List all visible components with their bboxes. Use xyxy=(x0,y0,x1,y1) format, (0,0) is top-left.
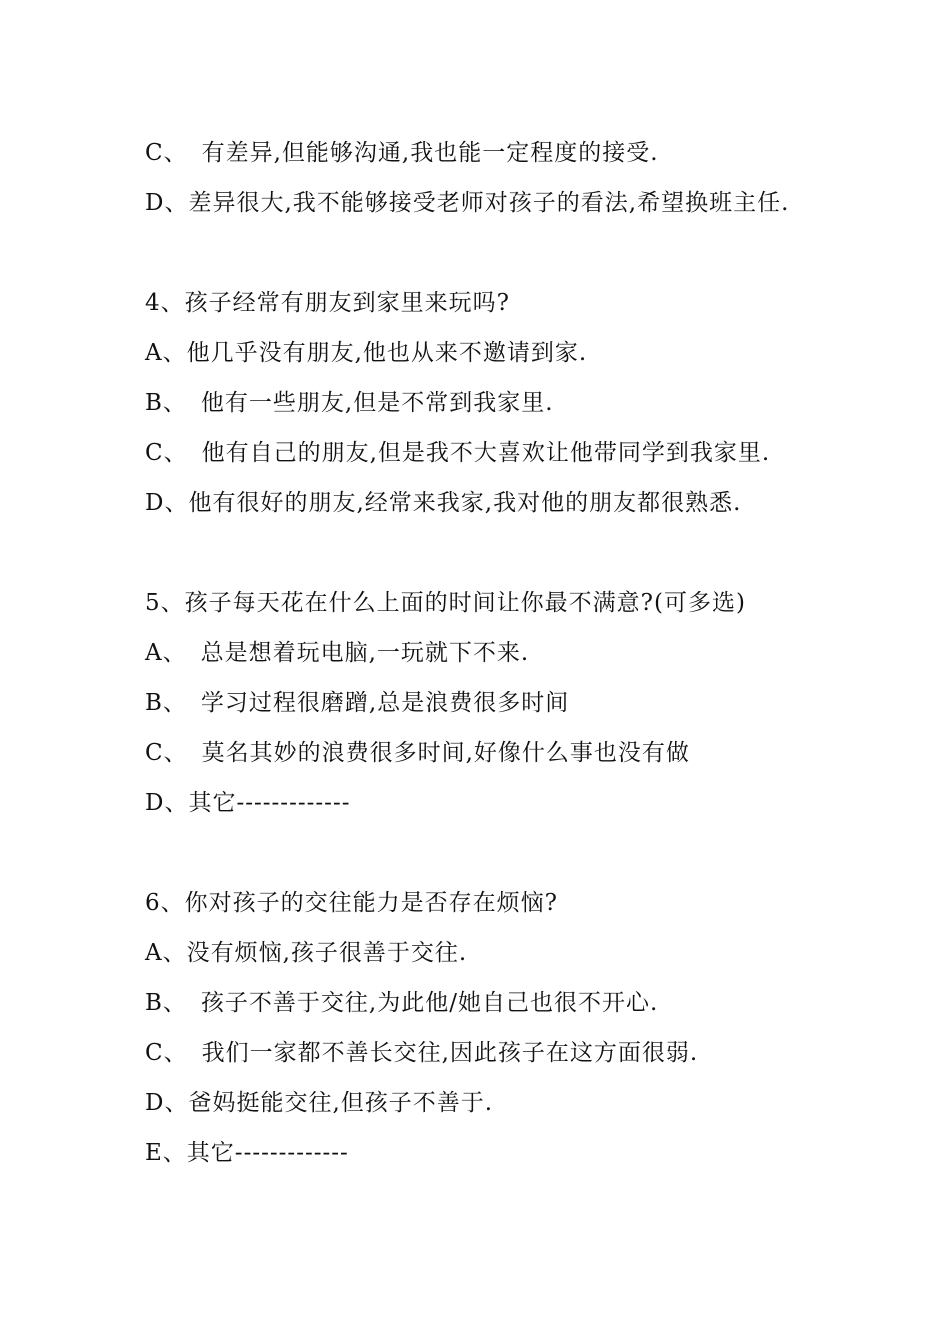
option-text: 差异很大,我不能够接受老师对孩子的看法,希望换班主任. xyxy=(188,190,790,216)
question-5-block xyxy=(145,578,825,828)
option-text: 我们一家都不善长交往,因此孩子在这方面很弱. xyxy=(201,1040,699,1066)
option-text: 他几乎没有朋友,他也从来不邀请到家. xyxy=(186,340,588,366)
option-label: C、 xyxy=(145,1040,188,1066)
option-label: D、 xyxy=(145,490,189,516)
option-text: 其它------------- xyxy=(186,1140,349,1166)
question-3-block xyxy=(145,128,825,228)
option-label: B、 xyxy=(145,390,187,416)
option-4a xyxy=(145,328,825,378)
option-4c xyxy=(145,428,825,478)
option-5b xyxy=(145,678,825,728)
option-6c xyxy=(145,1028,825,1078)
option-text: 有差异,但能够沟通,我也能一定程度的接受. xyxy=(201,140,659,166)
question-5-stem: 5、孩子每天花在什么上面的时间让你最不满意?(可多选) xyxy=(145,590,746,616)
option-5d xyxy=(145,778,825,828)
option-4b xyxy=(145,378,825,428)
option-3d xyxy=(145,178,825,228)
question-6-block xyxy=(145,878,825,1178)
option-text: 学习过程很磨蹭,总是浪费很多时间 xyxy=(200,690,570,716)
option-label: D、 xyxy=(145,190,189,216)
option-label: A、 xyxy=(145,940,187,966)
option-text: 他有很好的朋友,经常来我家,我对他的朋友都很熟悉. xyxy=(188,490,742,516)
option-text: 爸妈挺能交往,但孩子不善于. xyxy=(188,1090,494,1116)
option-text: 莫名其妙的浪费很多时间,好像什么事也没有做 xyxy=(201,740,690,766)
question-4-block xyxy=(145,278,825,528)
option-text: 他有一些朋友,但是不常到我家里. xyxy=(200,390,554,416)
option-label: B、 xyxy=(145,990,187,1016)
option-label: E、 xyxy=(145,1140,187,1166)
option-3c xyxy=(145,128,825,178)
option-label: A、 xyxy=(145,340,187,366)
option-label: C、 xyxy=(145,740,188,766)
option-label: C、 xyxy=(145,140,188,166)
option-label: B、 xyxy=(145,690,187,716)
option-text: 孩子不善于交往,为此他/她自己也很不开心. xyxy=(200,990,659,1016)
document-page xyxy=(145,128,825,1178)
option-5c xyxy=(145,728,825,778)
option-5a xyxy=(145,628,825,678)
option-6d xyxy=(145,1078,825,1128)
option-text: 总是想着玩电脑,一玩就下不来. xyxy=(200,640,530,666)
question-4-stem: 4、孩子经常有朋友到家里来玩吗? xyxy=(145,290,510,316)
option-label: D、 xyxy=(145,1090,189,1116)
option-text: 其它------------- xyxy=(188,790,351,816)
option-label: D、 xyxy=(145,790,189,816)
option-label: C、 xyxy=(145,440,188,466)
option-text: 他有自己的朋友,但是我不大喜欢让他带同学到我家里. xyxy=(201,440,771,466)
option-4d xyxy=(145,478,825,528)
option-6a xyxy=(145,928,825,978)
option-label: A、 xyxy=(145,640,187,666)
option-text: 没有烦恼,孩子很善于交往. xyxy=(186,940,468,966)
option-6e xyxy=(145,1128,825,1178)
option-6b xyxy=(145,978,825,1028)
question-6-stem: 6、你对孩子的交往能力是否存在烦恼? xyxy=(145,890,558,916)
